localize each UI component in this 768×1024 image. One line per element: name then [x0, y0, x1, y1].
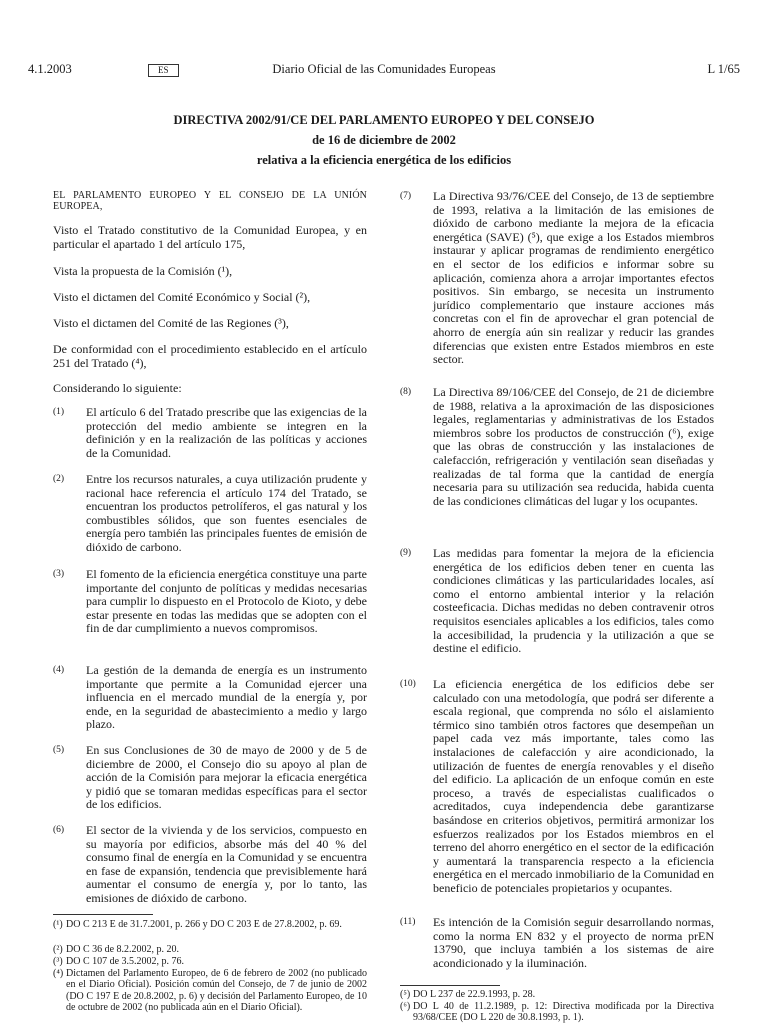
recital-text: En sus Conclusiones de 30 de mayo de 2000 y de 5 de diciembre de 2000, el Consejo dio su apoyo al plan de acción de la Comisión para mejorar la eficacia energética y pidió que se tomaran medidas específicas para el sector de los edificios. — [86, 743, 367, 812]
footnote-text: DO C 213 E de 31.7.2001, p. 266 y DO C 203 E de 27.8.2002, p. 69. — [66, 919, 342, 930]
recital-number: (6) — [53, 825, 65, 835]
recital-number: (10) — [400, 679, 416, 689]
recital-text: La eficiencia energética de los edificios debe ser calculado con una metodología, que podrá ser diferente a escala regional, que comprenda no sólo el aislamiento térmico sino también otros factores que desempeñan un papel cada vez más importante, tales como las instalaciones de calefacción y aire acondicionado, la utilización de fuentes de energía renovables y el diseño del edificio. La aplicación de un enfoque común en este proceso, a través de especialistas cualificados o acreditados, cuya independencia debe garantizarse basándose en criterios objetivos, permitirá armonizar los esfuerzos realizados por los Estados miembros en el terreno del ahorro energético en el sector de la edificación y aumentará la transparencia respecto a la eficiencia energética en el mercado inmobiliario de la Comunidad en beneficio de potenciales propietarios y ocupantes. — [433, 677, 715, 895]
footnote-text: DO L 237 de 22.9.1993, p. 28. — [413, 989, 536, 1000]
footnote-rule-left — [53, 914, 153, 915]
footnote-mark: (¹) — [53, 919, 63, 930]
footnote-mark: (²) — [53, 944, 63, 955]
publication-date: 4.1.2003 — [28, 62, 72, 76]
visto-treaty: Visto el Tratado constitutivo de la Comunidad Europea, y en particular el apartado 1 del artículo 175, — [53, 223, 367, 251]
footnote-rule-right — [400, 985, 500, 986]
footnote-mark: (⁴) — [53, 968, 64, 979]
recital-text: La Directiva 93/76/CEE del Consejo, de 13 de septiembre de 1993, relativa a la limitación de las emisiones de dióxido de carbono mediante la mejora de la eficacia energética (SAVE) (⁵), que exige a los Estados miembros instaurar y aplicar programas de rendimiento energético en el sector de los edificios e informar sobre su aplicación, comienza ahora a arrojar importantes efectos positivos. Sin embargo, se necesita un instrumento jurídico complementario que instaure acciones más concretas con el fin de aprovechar el gran potencial de ahorro de energía aún sin realizar y reducir las grandes diferencias que existen entre Estados miembros en este sector. — [433, 189, 714, 367]
enacting-bodies: EL PARLAMENTO EUROPEO Y EL CONSEJO DE LA UNIÓN EUROPEA, — [53, 190, 367, 212]
title-line-1: DIRECTIVA 2002/91/CE DEL PARLAMENTO EUROPEO Y DEL CONSEJO — [173, 113, 595, 127]
footnote-mark: (³) — [53, 956, 63, 967]
recital-number: (4) — [53, 665, 65, 675]
recital-text: Entre los recursos naturales, a cuya utilización prudente y racional hace referencia el artículo 174 del Tratado, se encuentran los productos petrolíferos, el gas natural y los combustibles sólidos, que son fuentes esenciales de energía pero también las principales fuentes de emisión de dióxido de carbono. — [86, 472, 367, 554]
recital-text: El fomento de la eficiencia energética constituye una parte importante del conjunto de políticas y medidas necesarias para cumplir lo dispuesto en el Protocolo de Kioto, y debe estar presente en todas las medidas que se adopten con el fin de dar cumplimiento a nuevos compromisos. — [86, 567, 367, 636]
page-header — [28, 62, 740, 80]
recital-text: Es intención de la Comisión seguir desarrollando normas, como la norma EN 832 y el proyecto de norma prEN 13790, que incluya también a los sistemas de aire acondicionado y la iluminación. — [433, 915, 714, 970]
visto-proposal: Vista la propuesta de la Comisión (¹), — [53, 264, 233, 278]
page-number: L 1/65 — [707, 62, 740, 76]
footnote-mark: (⁶) — [400, 1001, 411, 1012]
recital-number: (3) — [53, 569, 65, 579]
title-line-3: relativa a la eficiencia energética de los edificios — [256, 153, 512, 167]
recital-number: (1) — [53, 407, 65, 417]
visto-ecosoc: Visto el dictamen del Comité Económico y Social (²), — [53, 290, 311, 304]
footnote-mark: (⁵) — [400, 989, 411, 1000]
language-badge: ES — [148, 64, 179, 77]
recital-number: (11) — [400, 917, 416, 927]
title-line-2: de 16 de diciembre de 2002 — [312, 133, 456, 147]
recital-number: (2) — [53, 474, 65, 484]
procedure-clause: De conformidad con el procedimiento establecido en el artículo 251 del Tratado (⁴), — [53, 342, 367, 370]
footnote-text: DO L 40 de 11.2.1989, p. 12: Directiva modificada por la Directiva 93/68/CEE (DO L 220 de 30.8.1993, p. 1). — [413, 1001, 714, 1024]
recital-number: (9) — [400, 548, 412, 558]
directive-title — [0, 110, 768, 170]
recital-text: Las medidas para fomentar la mejora de la eficiencia energética de los edificios deben tener en cuenta las condiciones climáticas y las particularidades locales, así como el entorno ambiental interior y la relación costeeficacia. Dichas medidas no deben contravenir otros requisitos esenciales aplicables a los edificios, tales como la accesibilidad, la prudencia y la utilización a que se destine el edificio. — [433, 546, 714, 656]
recital-text: La gestión de la demanda de energía es un instrumento importante que permite a la Comunidad ejercer una influencia en el mercado mundial de la energía y, por ende, en la seguridad de abastecimiento a medio y largo plazo. — [86, 663, 367, 732]
recital-number: (8) — [400, 387, 412, 397]
recital-text: El sector de la vivienda y de los servicios, compuesto en su mayoría por edificios, absorbe más del 40 % del consumo final de energía en la Comunidad y se encuentra en fase de expansión, tendencia que previsiblemente hará aumentar el consumo de energía y, por lo tanto, las emisiones de dióxido de carbono. — [86, 823, 367, 905]
footnote-text: DO C 36 de 8.2.2002, p. 20. — [66, 944, 180, 955]
journal-title: Diario Oficial de las Comunidades Europeas — [272, 62, 496, 76]
visto-regions: Visto el dictamen del Comité de las Regiones (³), — [53, 316, 289, 330]
recital-number: (5) — [53, 745, 65, 755]
footnote-text: DO C 107 de 3.5.2002, p. 76. — [66, 956, 185, 967]
recital-text: El artículo 6 del Tratado prescribe que las exigencias de la protección del medio ambiente se integren en la definición y en la realización de las políticas y acciones de la Comunidad. — [86, 405, 367, 460]
recital-number: (7) — [400, 191, 412, 201]
footnote-text: Dictamen del Parlamento Europeo, de 6 de febrero de 2002 (no publicado en el Diario Oficial). Posición común del Consejo, de 7 de junio de 2002 (DO C 197 E de 20.8.2002, p. 6) y decisión del Parlamento Europeo, de 10 de octubre de 2002 (no publicada aún en el Diario Oficial). — [66, 968, 367, 1014]
considering-heading: Considerando lo siguiente: — [53, 381, 182, 395]
recital-text: La Directiva 89/106/CEE del Consejo, de 21 de diciembre de 1988, relativa a la aproximación de las disposiciones legales, reglamentarias y administrativas de los Estados miembros sobre los productos de construcción (⁶), exige que las obras de construcción y las instalaciones de calefacción, refrigeración y ventilación sean diseñadas y realizadas de tal forma que la cantidad de energía necesaria para su utilización sea reducida, habida cuenta de las condiciones climáticas del lugar y los ocupantes. — [433, 385, 714, 508]
